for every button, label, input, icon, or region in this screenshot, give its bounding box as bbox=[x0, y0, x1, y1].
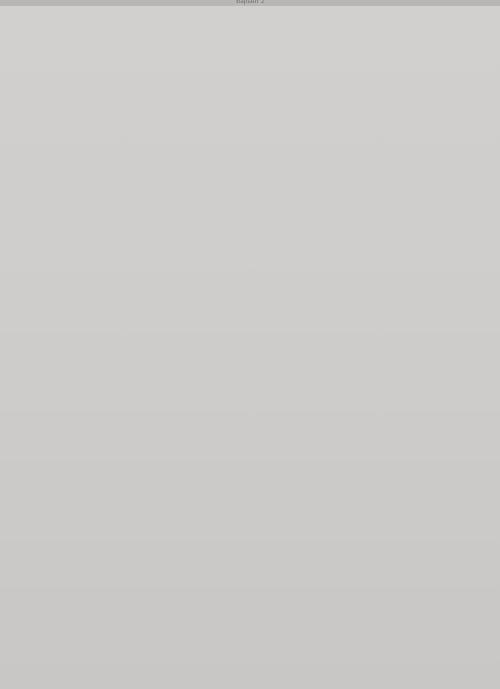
top-strip bbox=[0, 0, 500, 6]
header-fragment: Варіант 2 bbox=[236, 0, 265, 5]
